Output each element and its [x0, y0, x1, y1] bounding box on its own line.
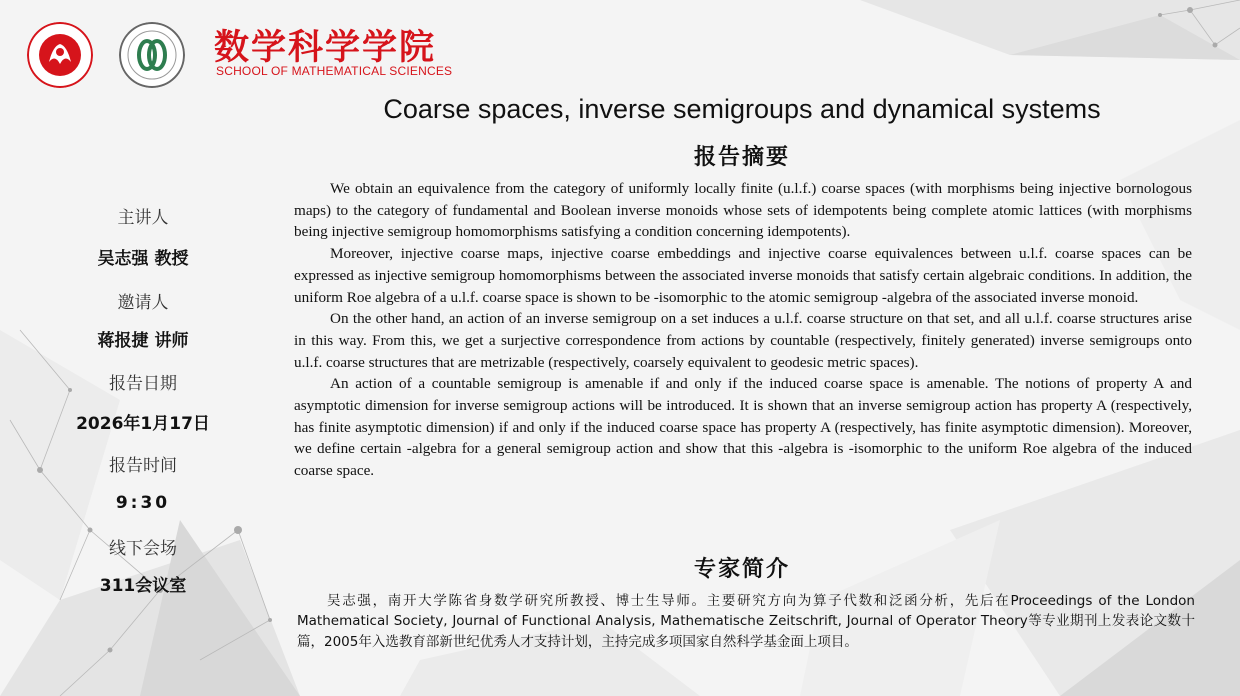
school-seal-logo: [119, 22, 185, 88]
abstract-paragraph: Moreover, injective coarse maps, injective coarse embeddings and injective coarse equivalences between u.l.f. coarse spaces can be expressed as injective semigroup homomorphisms between the associated inverse monoids that satisfy certain algebraic conditions. In addition, the uniform Roe algebra of a u.l.f. coarse space is shown to be -isomorphic to the atomic semigroup -algebra of the associated inverse monoid.: [294, 245, 1192, 306]
speaker-name: 吴志强 教授: [97, 249, 189, 269]
time-label: 报告时间: [109, 456, 177, 476]
abstract-body: [294, 178, 1192, 482]
bio-heading: 专家简介: [693, 557, 790, 582]
speaker-bio: [297, 591, 1195, 652]
university-seal-logo: [27, 22, 93, 88]
abstract-heading: 报告摘要: [693, 145, 790, 170]
speaker-label: 主讲人: [117, 208, 169, 228]
date-label: 报告日期: [109, 374, 177, 394]
abstract-paragraph: On the other hand, an action of an inverse semigroup on a set induces a u.l.f. coarse structure on that set, and all u.l.f. coarse structures arise in this way. From this, we get a surjective correspondence from actions by countable (respectively, finitely generated) inverse semigroups onto u.l.f. coarse structures that are metrizable (respectively, coarsely equivalent to geodesic metric spaces).: [294, 310, 1192, 371]
talk-date: 2026年1月17日: [76, 414, 210, 434]
venue: 311会议室: [99, 576, 187, 596]
inviter-name: 蒋报捷 讲师: [97, 331, 189, 351]
talk-title: Coarse spaces, inverse semigroups and dynamical systems: [383, 94, 1101, 124]
school-name-cn: 数学科学学院: [214, 28, 437, 68]
inviter-label: 邀请人: [117, 293, 169, 313]
abstract-paragraph: We obtain an equivalence from the category of uniformly locally finite (u.l.f.) coarse spaces (with morphisms being injective bornologous maps) to the category of fundamental and Boolean inverse monoids whose sets of idempotents being complete atomic lattices (with morphisms being injective semigroup homomorphisms satisfying a condition concerning idempotents).: [294, 180, 1192, 241]
venue-label: 线下会场: [109, 539, 177, 559]
talk-time: 9:30: [115, 493, 171, 513]
school-name-en: SCHOOL OF MATHEMATICAL SCIENCES: [216, 64, 453, 78]
bio-paragraph: 吴志强，南开大学陈省身数学研究所教授、博士生导师。主要研究方向为算子代数和泛函分析，先后在Proceedings of the London Mathematical Society, Journal of Functional Analysis, Mathematische Zeitschrift, Journal of Operator Theory等专业期刊上发表论文数十篇，2005年入选教育部新世纪优秀人才支持计划，主持完成多项国家自然科学基金面上项目。: [297, 593, 1195, 650]
abstract-paragraph: An action of a countable semigroup is amenable if and only if the induced coarse space is amenable. The notions of property A and asymptotic dimension for inverse semigroup actions will be introduced. It is shown that an inverse semigroup action has property A (respectively, has finite asymptotic dimension) if and only if the induced coarse space has property A (respectively, has finite asymptotic dimension). Moreover, we define certain -algebra for a general semigroup action and show that this -algebra is -isomorphic to the uniform Roe algebra of the induced coarse space.: [294, 375, 1192, 480]
